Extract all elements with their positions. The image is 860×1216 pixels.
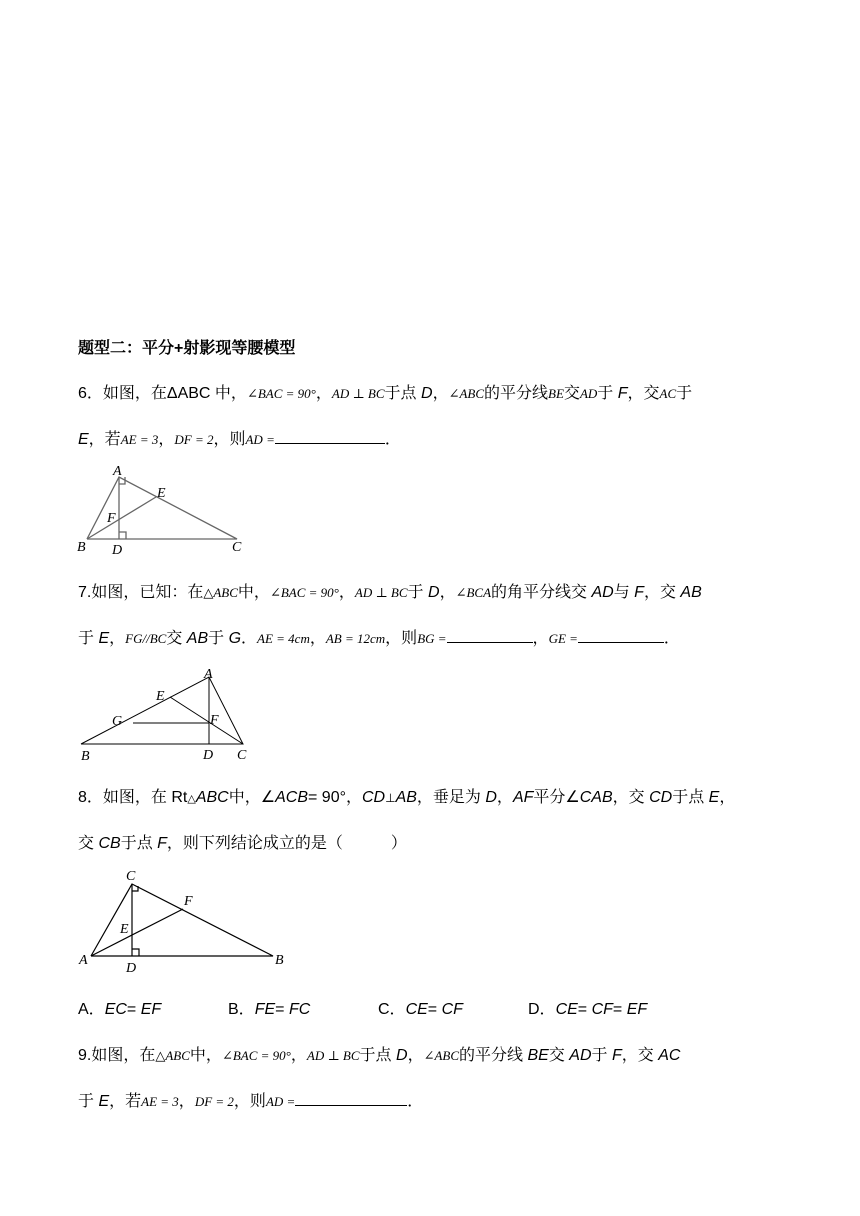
q6-math: AC [659, 386, 677, 401]
q7-var: D [428, 584, 440, 601]
section-heading: 题型二：平分+射影现等腰模型 [78, 340, 296, 357]
q8-var: CE [405, 1001, 428, 1018]
q7-figure [75, 664, 255, 764]
q8-text: = [612, 1001, 627, 1018]
q7-label-c: C [237, 748, 247, 763]
q8-text: D． [528, 1001, 556, 1018]
q6-figure [75, 462, 250, 557]
q9-math: AD = [265, 1094, 296, 1109]
q7-math: AB = 12cm [325, 631, 386, 646]
q8-text: 于点 [672, 789, 709, 806]
q8-label-a: A [79, 953, 88, 968]
q6-var: E [78, 431, 89, 448]
q6-label-b: B [77, 540, 86, 555]
q8-text: = [427, 1001, 442, 1018]
q6-text: ， [158, 431, 175, 448]
q9-line1 [78, 1042, 680, 1065]
q8-text: ⊥ [385, 791, 396, 805]
q8-text: = [126, 1001, 141, 1018]
q6-text: ， [315, 385, 332, 402]
q8-var: ABC [195, 789, 229, 806]
q7-text: ， [439, 584, 456, 601]
q8-var: CD [649, 789, 673, 806]
q7-var: F [634, 584, 644, 601]
q6-math: AD ⊥ BC [331, 386, 385, 401]
q6-label-c: C [232, 540, 242, 555]
q6-math: AD [579, 386, 598, 401]
q7-text: ． [663, 630, 680, 647]
q9-text: 于 [591, 1047, 612, 1064]
q7-triangle [81, 677, 243, 744]
q6-math: AE = 3 [120, 432, 159, 447]
q8-text: ，则下列结论成立的是（ ） [166, 835, 407, 852]
q6-text: ． [384, 431, 401, 448]
q8-options [78, 996, 647, 1019]
q9-text: 于 [78, 1093, 99, 1110]
q6-math: AD = [245, 432, 275, 447]
q7-text: ． [241, 630, 258, 647]
q8-label-f: F [184, 894, 193, 909]
q8-text: = [577, 1001, 592, 1018]
q6-text: 于点 [384, 385, 421, 402]
q6-math: DF = 2 [174, 432, 214, 447]
q7-line1 [78, 579, 702, 602]
q6-var: D [421, 385, 433, 402]
q8-option-d[interactable] [528, 996, 647, 1019]
q8-var: ∠CAB [565, 789, 613, 806]
q7-var: AD [591, 584, 614, 601]
q7-math: ∠BAC = 90° [269, 585, 339, 600]
q9-text: 的平分线 [459, 1047, 528, 1064]
q7-ge-answer-blank[interactable] [578, 628, 664, 643]
q8-text: B． [228, 1001, 255, 1018]
q8-var: EF [140, 1001, 162, 1018]
q8-text: 8．如图，在 Rt [78, 789, 188, 806]
q8-var: EC [104, 1001, 127, 1018]
q7-text: 于 [78, 630, 99, 647]
q8-var: AB [395, 789, 417, 806]
q6-text: ，若 [88, 431, 121, 448]
q7-line2 [78, 625, 680, 648]
q9-var: BE [527, 1047, 549, 1064]
q8-label-b: B [275, 953, 284, 968]
q7-text: 中， [237, 584, 270, 601]
q8-var: ∠ACB [260, 789, 308, 806]
q7-text: 于 [208, 630, 229, 647]
q7-text: ，则 [385, 630, 418, 647]
q7-label-d: D [203, 748, 214, 763]
q8-text: 中， [228, 789, 261, 806]
q6-line1 [78, 380, 692, 403]
q8-text: ，交 [612, 789, 650, 806]
q9-text: 交 [548, 1047, 570, 1064]
q8-text: △ [187, 793, 196, 805]
q6-text: ， [432, 385, 449, 402]
q6-text: 于 [597, 385, 618, 402]
q6-label-e: E [157, 486, 166, 501]
q9-text: ． [407, 1093, 424, 1110]
q6-text: ，则 [213, 431, 246, 448]
q6-text: 于 [676, 385, 693, 402]
q7-math: BG = [417, 631, 447, 646]
q7-label-e: E [156, 689, 165, 704]
q8-right-angle-mark [132, 949, 139, 956]
q9-math: ∠BAC = 90° [221, 1048, 291, 1063]
q8-option-a[interactable] [78, 996, 228, 1019]
q8-text: C． [378, 1001, 406, 1018]
q7-label-f: F [210, 713, 219, 728]
q6-math: BE [548, 386, 564, 401]
q7-var: E [98, 630, 110, 647]
q8-var: FE [254, 1001, 276, 1018]
q7-text: 的角平分线交 [491, 584, 592, 601]
q6-text: 交 [563, 385, 580, 402]
q9-math: △ABC [155, 1048, 190, 1063]
q8-text: 于点 [120, 835, 158, 852]
q9-math: ∠ABC [423, 1048, 460, 1063]
q8-var: CF [441, 1001, 463, 1018]
q8-text: 平分 [533, 789, 566, 806]
q6-answer-blank[interactable] [275, 429, 385, 444]
q9-text: 中， [189, 1047, 222, 1064]
q9-text: ，则 [233, 1093, 266, 1110]
q7-text: ， [338, 584, 355, 601]
q6-text: 的平分线 [484, 385, 549, 402]
q7-label-b: B [81, 749, 90, 764]
q9-math: DF = 2 [194, 1094, 234, 1109]
q7-math: FG//BC [125, 631, 167, 646]
q9-var: E [98, 1093, 110, 1110]
q6-math: ∠BAC = 90° [246, 386, 316, 401]
q7-text: ， [109, 630, 126, 647]
q7-math: △ABC [203, 585, 238, 600]
q8-option-b[interactable] [228, 996, 378, 1019]
q7-math: GE = [548, 631, 578, 646]
q6-right-angle-mark [119, 532, 126, 539]
q7-text: ，交 [643, 584, 681, 601]
q8-var: AF [512, 789, 534, 806]
q8-option-c[interactable] [378, 996, 528, 1019]
q7-bg-answer-blank[interactable] [447, 628, 533, 643]
q7-var: G [228, 630, 242, 647]
q7-text: 与 [613, 584, 635, 601]
q8-text: = 90°， [308, 789, 362, 806]
q7-math: ∠BCA [455, 585, 492, 600]
q8-var: CE [555, 1001, 578, 1018]
q9-var: D [396, 1047, 408, 1064]
q8-var: D [485, 789, 497, 806]
q8-text: ， [719, 789, 736, 806]
q6-label-f: F [107, 511, 116, 526]
q6-var: F [617, 385, 628, 402]
q8-figure [75, 866, 295, 978]
q8-triangle [91, 884, 273, 956]
q7-label-g: G [112, 714, 123, 729]
q8-var: E [708, 789, 720, 806]
q9-text: 于点 [359, 1047, 396, 1064]
q8-var: CD [362, 789, 386, 806]
q9-text: ，交 [621, 1047, 659, 1064]
q8-text: = [275, 1001, 289, 1018]
q9-line2 [78, 1088, 423, 1111]
q8-var: FC [288, 1001, 311, 1018]
q7-math: AE = 4cm [257, 631, 310, 646]
q8-text: ， [496, 789, 513, 806]
q7-text: 7.如图，已知：在 [78, 584, 204, 601]
q9-text: ， [407, 1047, 424, 1064]
q8-line2 [78, 830, 407, 853]
q6-label-d: D [112, 543, 123, 557]
q8-text: 交 [78, 835, 99, 852]
q9-text: ，若 [109, 1093, 142, 1110]
q7-bisector [170, 697, 243, 744]
q9-text: ， [290, 1047, 307, 1064]
q8-line1 [78, 784, 735, 807]
q8-var: CB [98, 835, 121, 852]
q9-var: F [611, 1047, 622, 1064]
q6-text: ，交 [627, 385, 660, 402]
q7-text: ， [532, 630, 549, 647]
q9-answer-blank[interactable] [295, 1091, 407, 1106]
q7-text: ， [309, 630, 326, 647]
q7-var: AB [186, 630, 209, 647]
q7-text: 于 [407, 584, 428, 601]
q9-var: AC [658, 1047, 681, 1064]
q6-line2 [78, 426, 401, 449]
q9-math: AE = 3 [141, 1094, 179, 1109]
q6-text: 6．如图，在ΔABC 中， [78, 385, 247, 402]
q8-var: F [157, 835, 167, 852]
q7-label-a: A [204, 667, 213, 682]
q9-text: ， [178, 1093, 195, 1110]
q8-var: EF [626, 1001, 648, 1018]
q7-text: 交 [166, 630, 187, 647]
q8-text: A． [78, 1001, 105, 1018]
q6-math: ∠ABC [448, 386, 485, 401]
q8-label-e: E [120, 922, 129, 937]
q7-math: AD ⊥ BC [354, 585, 408, 600]
q8-label-d: D [126, 961, 137, 976]
q7-var: AB [680, 584, 702, 601]
q8-text: ，垂足为 [416, 789, 486, 806]
q8-var: CF [591, 1001, 613, 1018]
q8-label-c: C [126, 869, 136, 884]
q6-label-a: A [113, 464, 122, 479]
q9-math: AD ⊥ BC [306, 1048, 360, 1063]
q9-var: AD [569, 1047, 592, 1064]
q9-text: 9.如图，在 [78, 1047, 156, 1064]
